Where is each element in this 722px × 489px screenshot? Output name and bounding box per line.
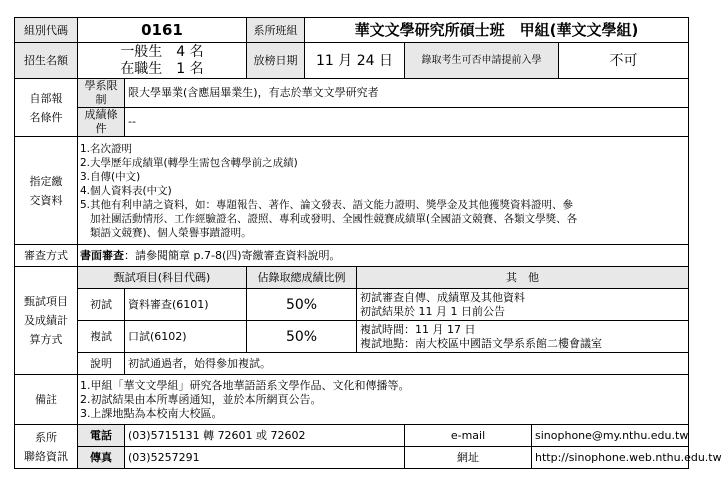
dept-restriction-value: 限大學畢業(含應屆畢業生)，有志於華文文學研究者 <box>125 79 689 108</box>
remarks-label: 備註 <box>15 375 78 425</box>
list-item: 2.大學歷年成績單(轉學生需包含轉學前之成績) <box>80 156 298 169</box>
list-item: 4.個人資料表(中文) <box>80 184 172 197</box>
website-link[interactable]: http://sinophone.web.nthu.edu.tw <box>532 447 689 469</box>
review-bold: 書面審查 <box>80 248 124 262</box>
grade-requirement-value: -- <box>125 108 689 137</box>
first-stage-label: 初試 <box>78 289 125 321</box>
fax-value: (03)5257291 <box>125 447 405 469</box>
second-stage-item: 口試(6102) <box>125 321 247 353</box>
phone-label: 電話 <box>78 425 125 447</box>
list-item: 3.上課地點為本校南大校區。 <box>80 406 223 420</box>
contact-label: 系所 聯絡資訊 <box>15 425 78 469</box>
second-stage-other: 複試時間：11 月 17 日 複試地點：南大校區中國語文學系系館二樓會議室 <box>357 321 689 353</box>
second-stage-ratio: 50% <box>247 321 357 353</box>
list-item: 3.自傳(中文) <box>80 170 141 183</box>
list-item: 2.初試結果由本所專函通知，並於本所網頁公告。 <box>80 392 322 406</box>
enroll-quota <box>78 43 247 79</box>
class-value: 華文文學研究所碩士班 甲組(華文文學組) <box>305 18 689 43</box>
first-stage-other: 初試審查自傳、成績單及其他資料 初試結果於 11 月 1 日前公告 <box>357 289 689 321</box>
dept-restriction-label: 學系限制 <box>78 79 125 108</box>
exam-col-item: 甄試項目(科目代碼) <box>78 267 247 289</box>
documents-list <box>78 137 689 245</box>
exam-note-text: 初試通過者，始得參加複試。 <box>125 353 689 375</box>
review-label: 審查方式 <box>15 245 78 267</box>
quota-general: 一般生 4 名 <box>120 43 204 60</box>
exam-note-label: 說明 <box>78 353 125 375</box>
second-stage-label: 複試 <box>78 321 125 353</box>
fax-label: 傳真 <box>78 447 125 469</box>
admission-table <box>14 17 722 469</box>
first-stage-item: 資料審查(6101) <box>125 289 247 321</box>
list-item: 類語文競賽)、個人榮譽事蹟證明。 <box>90 226 252 239</box>
list-item: 加社團活動情形、工作經驗證名、證照、專利或發明、全國性競賽成績單(全國語文競賽、各類文學獎、各 <box>90 212 578 225</box>
first-stage-ratio: 50% <box>247 289 357 321</box>
enroll-label: 招生名額 <box>15 43 78 79</box>
class-label: 系所班組 <box>247 18 305 43</box>
early-admission-label: 錄取考生可否申請提前入學 <box>405 43 559 79</box>
documents-label: 指定繳 交資料 <box>15 137 78 245</box>
date-label: 放榜日期 <box>247 43 305 79</box>
remarks-list <box>78 375 689 425</box>
list-item: 1.名次證明 <box>80 142 133 155</box>
exam-label: 甄試項目 及成績計 算方式 <box>15 267 78 375</box>
code-label: 組別代碼 <box>15 18 78 43</box>
list-item: 5.其他有利申請之資料，如：專題報告、著作、論文發表、語文能力證明、獎學金及其他獲獎資料證明、參 <box>80 198 574 211</box>
email-label: e-mail <box>405 425 532 447</box>
review-text: ：請參閱簡章 p.7-8(四)寄繳審查資料說明。 <box>124 248 341 262</box>
email-value[interactable]: sinophone@my.nthu.edu.tw <box>532 425 689 447</box>
phone-value: (03)5715131 轉 72601 或 72602 <box>125 425 405 447</box>
eligibility-label: 自部報 名條件 <box>15 79 78 137</box>
website-label: 網址 <box>405 447 532 469</box>
early-admission-value: 不可 <box>559 43 689 79</box>
grade-requirement-label: 成績條件 <box>78 108 125 137</box>
exam-col-ratio: 佔錄取總成績比例 <box>247 267 357 289</box>
group-code: 0161 <box>78 18 247 43</box>
quota-working: 在職生 1 名 <box>120 60 204 77</box>
review-method <box>78 245 689 267</box>
date-value: 11 月 24 日 <box>305 43 405 79</box>
exam-col-other: 其 他 <box>357 267 689 289</box>
list-item: 1.甲組「華文文學組」研究各地華語語系文學作品、文化和傳播等。 <box>80 378 410 392</box>
